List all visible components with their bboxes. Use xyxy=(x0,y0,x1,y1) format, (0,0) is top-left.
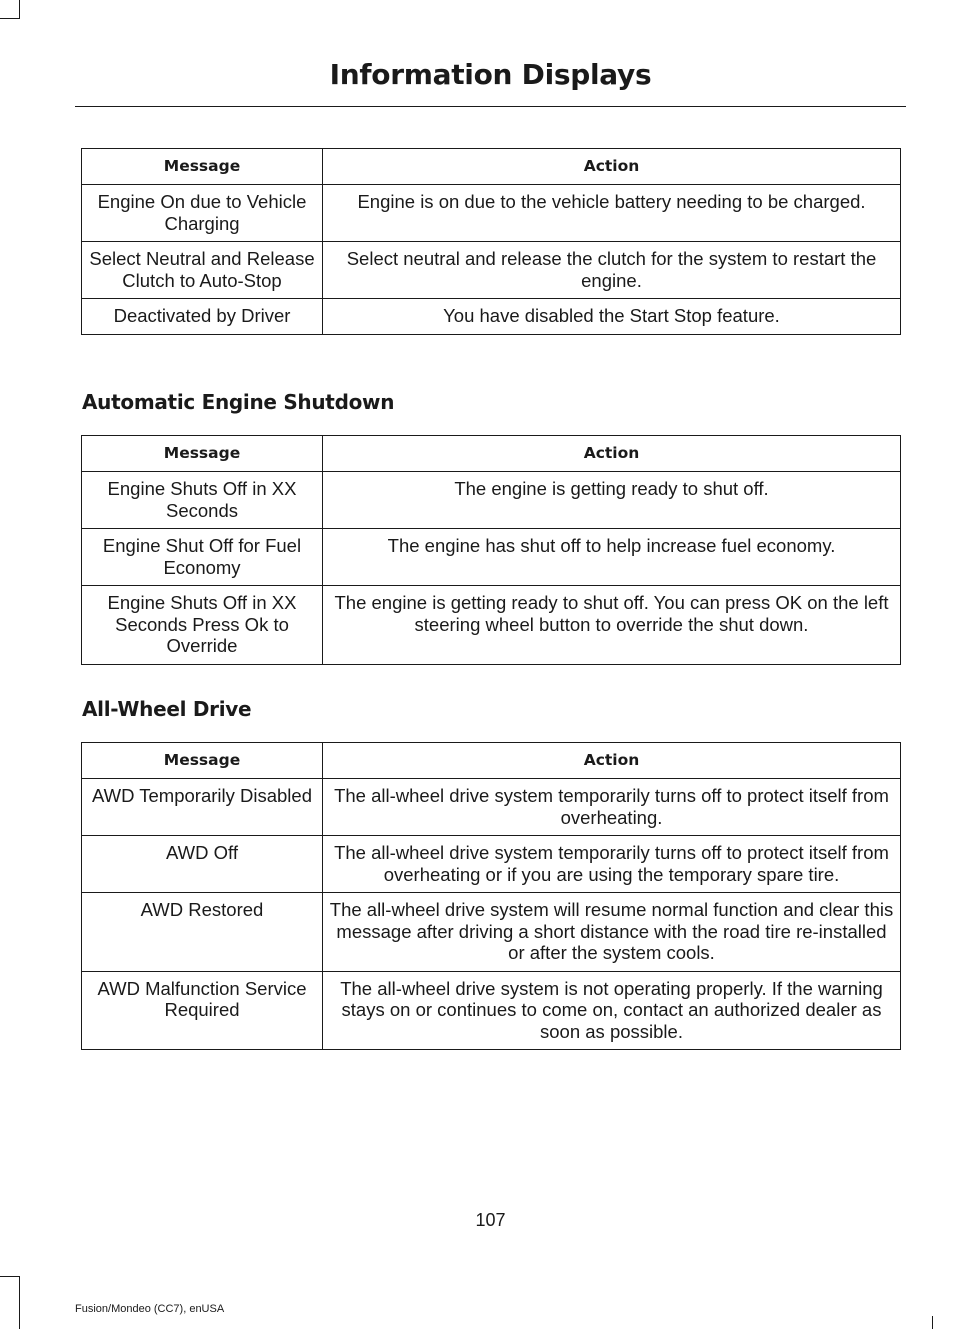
automatic-engine-shutdown-table xyxy=(81,435,901,665)
message-cell: Engine Shuts Off in XX Seconds Press Ok to Override xyxy=(82,586,323,665)
table-header-row xyxy=(82,149,901,185)
table-row xyxy=(82,242,901,299)
action-cell: You have disabled the Start Stop feature. xyxy=(323,299,901,335)
column-header-action: Action xyxy=(323,149,901,185)
start-stop-message-table xyxy=(81,148,901,335)
message-cell: AWD Malfunction Service Required xyxy=(82,971,323,1050)
title-divider xyxy=(75,106,906,107)
table-row xyxy=(82,779,901,836)
table-row xyxy=(82,586,901,665)
table-row xyxy=(82,185,901,242)
action-cell: The all-wheel drive system temporarily turns off to protect itself from overheating or if you are using the temporary spare tire. xyxy=(323,836,901,893)
table-row xyxy=(82,971,901,1050)
table-row xyxy=(82,299,901,335)
action-cell: Engine is on due to the vehicle battery needing to be charged. xyxy=(323,185,901,242)
action-cell: The all-wheel drive system will resume normal function and clear this message after driving a short distance with the road tire re-installed or after the system cools. xyxy=(323,893,901,972)
message-cell: Deactivated by Driver xyxy=(82,299,323,335)
action-cell: The engine has shut off to help increase fuel economy. xyxy=(323,529,901,586)
all-wheel-drive-table xyxy=(81,742,901,1050)
action-cell: The all-wheel drive system is not operating properly. If the warning stays on or continues to come on, contact an authorized dealer as soon as possible. xyxy=(323,971,901,1050)
action-cell: Select neutral and release the clutch for the system to restart the engine. xyxy=(323,242,901,299)
column-header-message: Message xyxy=(82,149,323,185)
action-cell: The all-wheel drive system temporarily turns off to protect itself from overheating. xyxy=(323,779,901,836)
section-heading-all-wheel-drive: All-Wheel Drive xyxy=(82,697,252,721)
table-header-row xyxy=(82,436,901,472)
message-cell: Select Neutral and Release Clutch to Auto-Stop xyxy=(82,242,323,299)
column-header-action: Action xyxy=(323,436,901,472)
crop-mark xyxy=(0,18,20,19)
column-header-message: Message xyxy=(82,436,323,472)
action-cell: The engine is getting ready to shut off. xyxy=(323,472,901,529)
page-number: 107 xyxy=(475,1210,506,1230)
message-cell: Engine Shuts Off in XX Seconds xyxy=(82,472,323,529)
column-header-message: Message xyxy=(82,743,323,779)
table-row xyxy=(82,529,901,586)
crop-mark xyxy=(19,0,20,18)
crop-mark xyxy=(0,1276,20,1277)
message-cell: AWD Restored xyxy=(82,893,323,972)
table-row xyxy=(82,472,901,529)
column-header-action: Action xyxy=(323,743,901,779)
table-row xyxy=(82,836,901,893)
message-cell: Engine On due to Vehicle Charging xyxy=(82,185,323,242)
page-title: Information Displays xyxy=(329,58,652,91)
message-cell: AWD Temporarily Disabled xyxy=(82,779,323,836)
table-header-row xyxy=(82,743,901,779)
section-heading-automatic-engine-shutdown: Automatic Engine Shutdown xyxy=(82,390,395,414)
message-cell: AWD Off xyxy=(82,836,323,893)
message-cell: Engine Shut Off for Fuel Economy xyxy=(82,529,323,586)
table-row xyxy=(82,893,901,972)
action-cell: The engine is getting ready to shut off. You can press OK on the left steering wheel button to override the shut down. xyxy=(323,586,901,665)
crop-mark xyxy=(932,1316,933,1329)
footer-model-code: Fusion/Mondeo (CC7), enUSA xyxy=(75,1303,225,1315)
crop-mark xyxy=(19,1276,20,1329)
